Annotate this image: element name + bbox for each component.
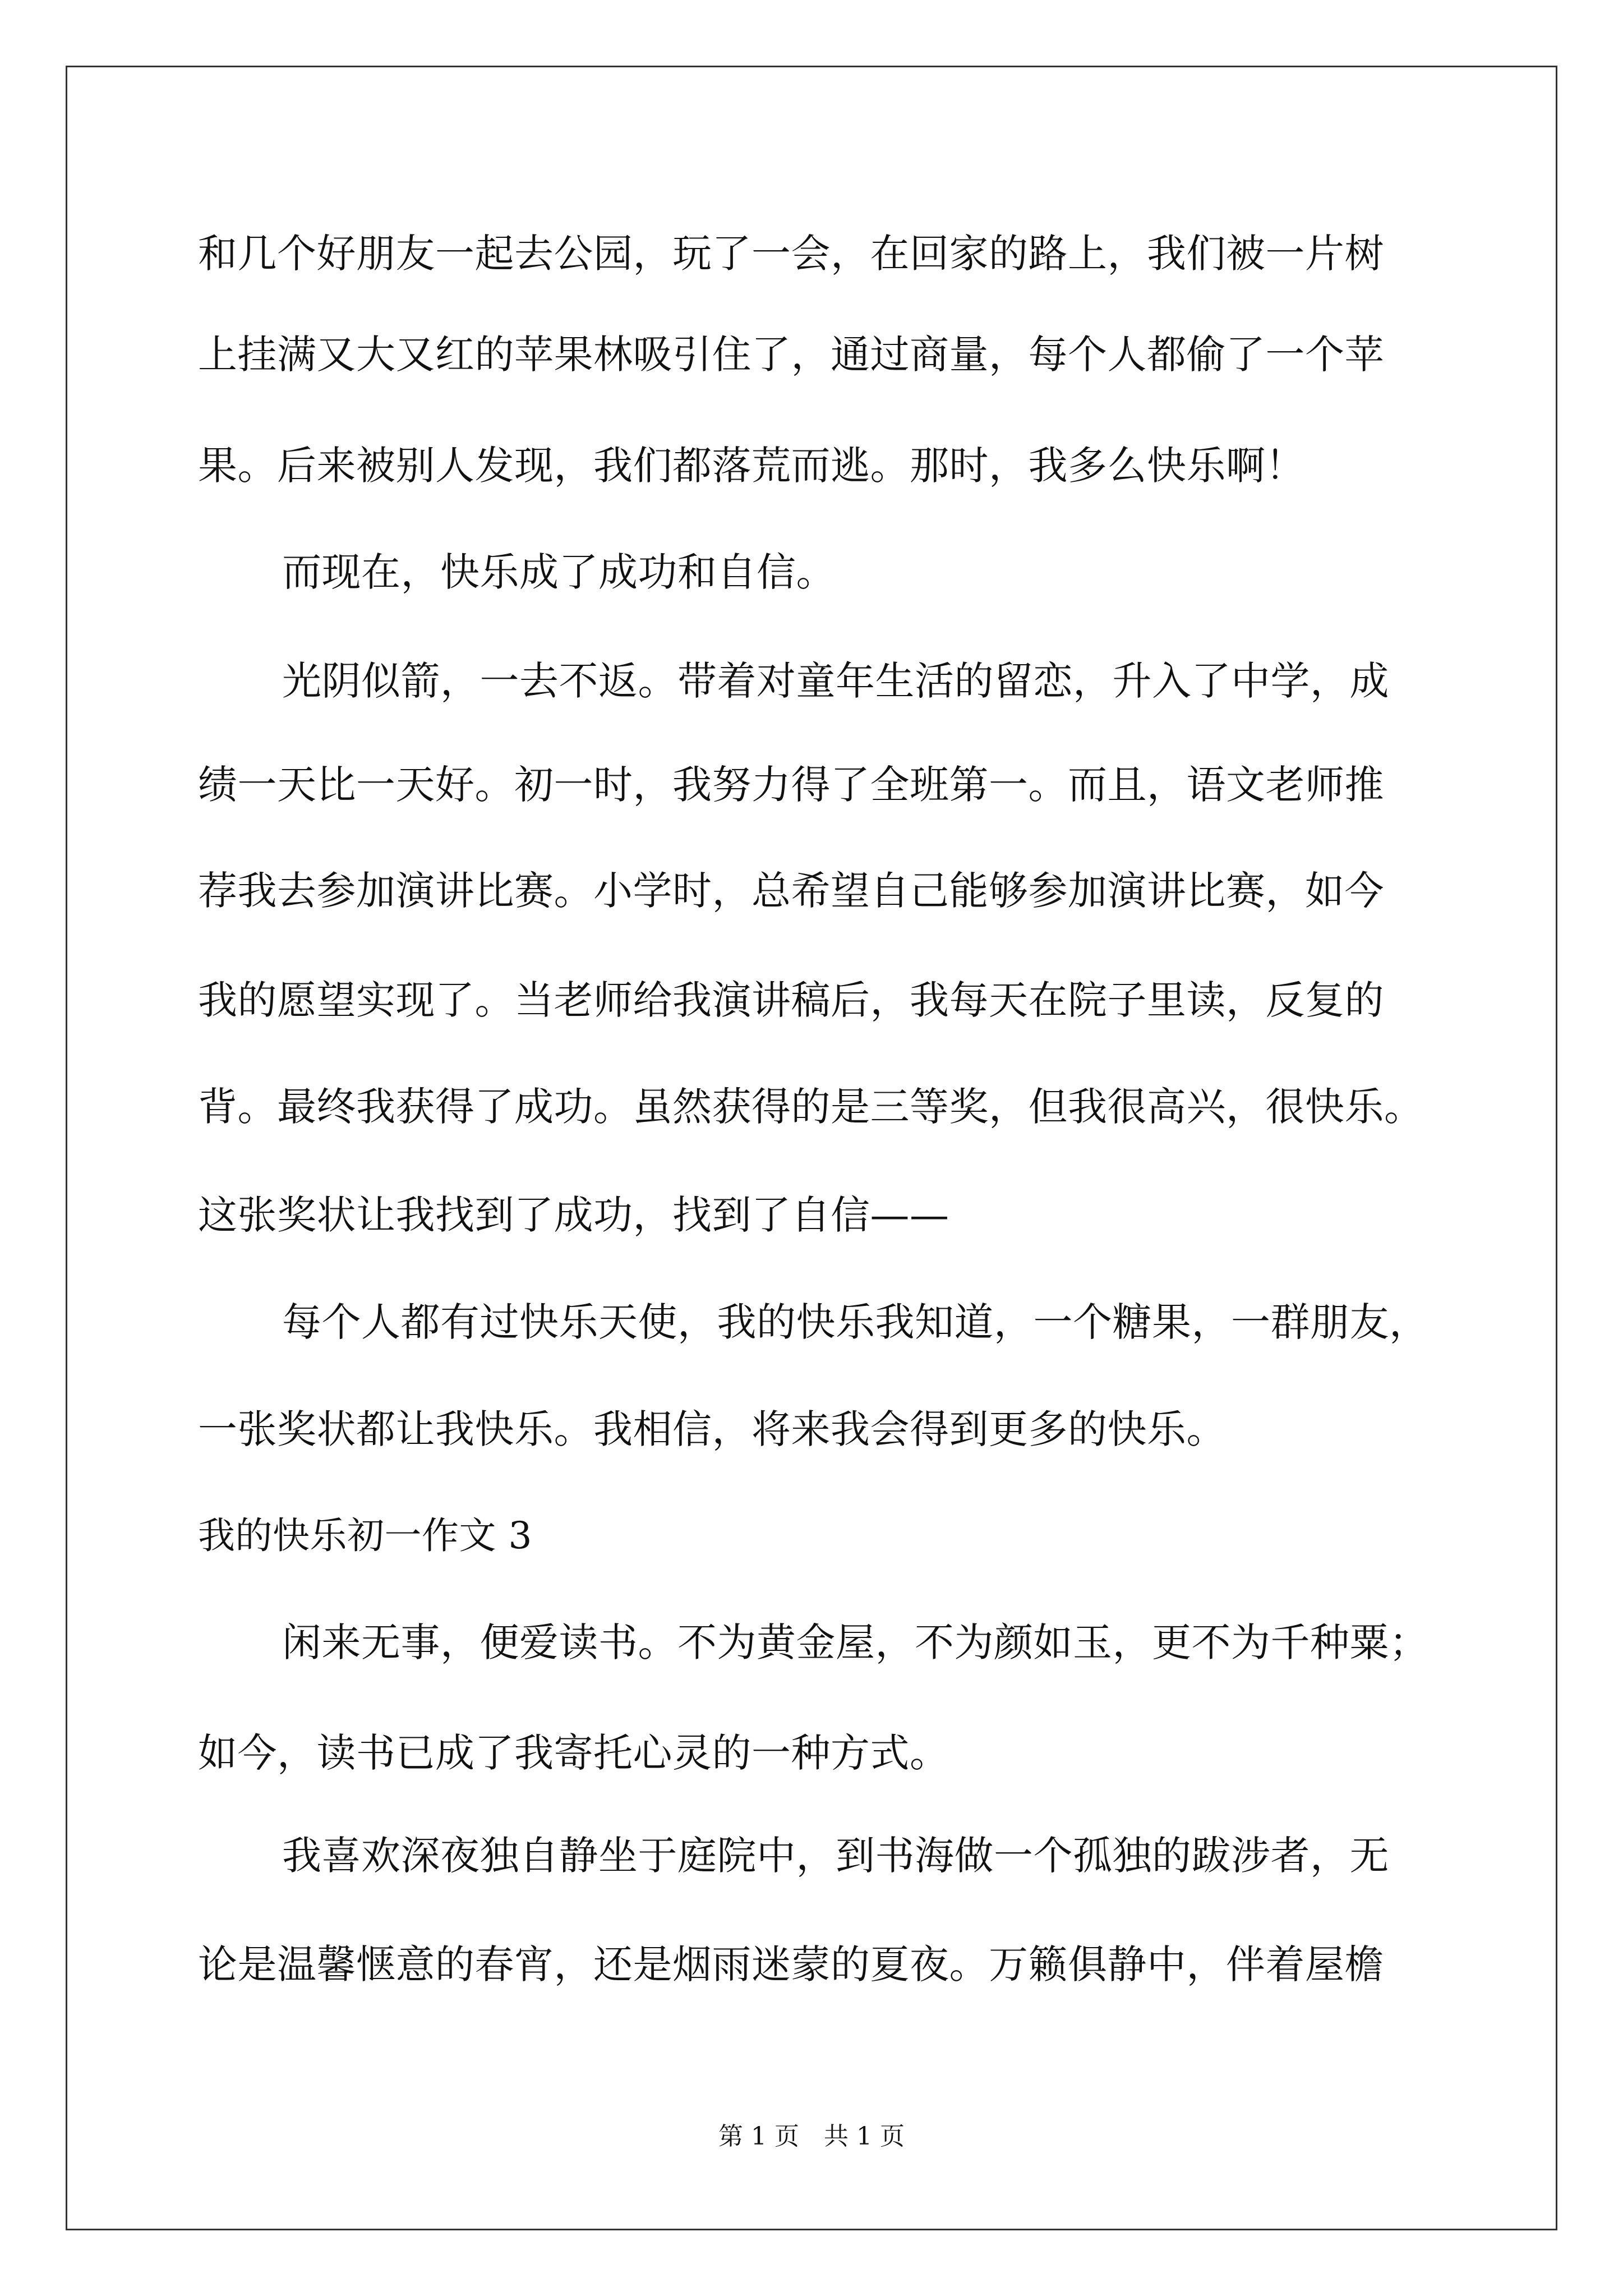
text-line: 果。后来被别人发现，我们都落荒而逃。那时，我多么快乐啊！ bbox=[198, 443, 1305, 489]
text-line: 一张奖状都让我快乐。我相信，将来我会得到更多的快乐。 bbox=[198, 1406, 1226, 1452]
paragraph-start-line: 闲来无事，便爱读书。不为黄金屋，不为颜如玉，更不为千种粟； bbox=[282, 1619, 1429, 1665]
text-line: 如今，读书已成了我寄托心灵的一种方式。 bbox=[198, 1730, 949, 1776]
paragraph-start-line: 每个人都有过快乐天使，我的快乐我知道，一个糖果，一群朋友， bbox=[282, 1299, 1429, 1345]
page-border bbox=[66, 66, 1557, 2230]
text-line: 上挂满又大又红的苹果林吸引住了，通过商量，每个人都偷了一个苹 bbox=[198, 332, 1384, 378]
paragraph-start-line: 我喜欢深夜独自静坐于庭院中，到书海做一个孤独的跋涉者，无 bbox=[282, 1833, 1389, 1879]
paragraph-start-line: 而现在，快乐成了成功和自信。 bbox=[282, 549, 836, 595]
page-number-footer: 第 1 页 共 1 页 bbox=[718, 2122, 905, 2151]
text-line: 这张奖状让我找到了成功，找到了自信—— bbox=[198, 1192, 949, 1238]
text-line: 和几个好朋友一起去公园，玩了一会，在回家的路上，我们被一片树 bbox=[198, 231, 1384, 277]
paragraph-start-line: 光阴似箭，一去不返。带着对童年生活的留恋，升入了中学，成 bbox=[282, 658, 1389, 704]
text-line: 荐我去参加演讲比赛。小学时，总希望自己能够参加演讲比赛，如今 bbox=[198, 868, 1384, 914]
section-heading: 我的快乐初一作文 3 bbox=[198, 1514, 532, 1557]
text-line: 绩一天比一天好。初一时，我努力得了全班第一。而且，语文老师推 bbox=[198, 762, 1384, 808]
text-line: 我的愿望实现了。当老师给我演讲稿后，我每天在院子里读，反复的 bbox=[198, 977, 1384, 1023]
text-line: 背。最终我获得了成功。虽然获得的是三等奖，但我很高兴，很快乐。 bbox=[198, 1084, 1424, 1130]
text-line: 论是温馨惬意的春宵，还是烟雨迷蒙的夏夜。万籁俱静中，伴着屋檐 bbox=[198, 1941, 1384, 1987]
